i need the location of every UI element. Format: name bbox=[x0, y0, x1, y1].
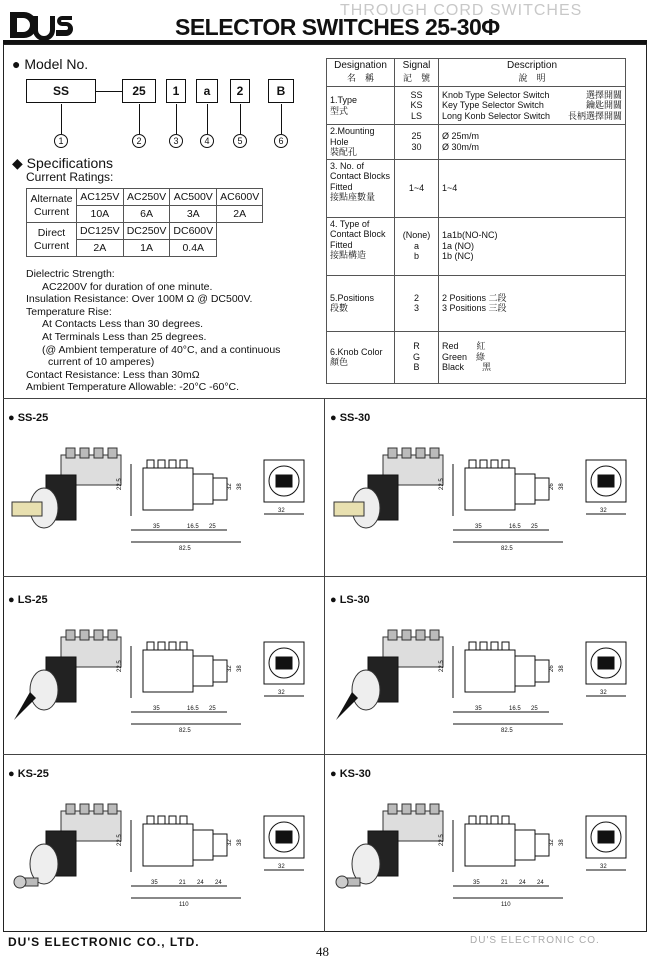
side-terminal bbox=[480, 460, 487, 468]
key-head bbox=[336, 876, 348, 888]
rating-value: 2A bbox=[217, 206, 263, 223]
terminal-screw bbox=[108, 630, 117, 640]
side-bushing-outline bbox=[515, 474, 535, 504]
designation-header: Designation 名 稱 bbox=[327, 59, 395, 87]
key-head bbox=[14, 876, 26, 888]
terminal-screw bbox=[430, 448, 439, 458]
knob bbox=[334, 502, 364, 516]
ls-25-drawing bbox=[6, 612, 324, 790]
dimension-label-total: 82.5 bbox=[501, 728, 513, 734]
panel-title-ss-25: ● SS-25 bbox=[8, 412, 49, 424]
dimension-label: 25 bbox=[209, 706, 216, 712]
dimension-label: 16.5 bbox=[509, 706, 521, 712]
dimension-label: 25 bbox=[531, 706, 538, 712]
rating-value: 0.4A bbox=[170, 240, 217, 257]
side-terminal bbox=[491, 460, 498, 468]
side-bushing-outline bbox=[515, 656, 535, 686]
dimension-label-vertical: 22.5 bbox=[117, 478, 123, 490]
dimension-label-vertical: 32 bbox=[227, 483, 233, 490]
spec-line: (@ Ambient temperature of 40°C, and a continuous bbox=[42, 343, 281, 356]
spec-line: Temperature Rise: bbox=[26, 305, 112, 318]
terminal-screw bbox=[416, 448, 425, 458]
terminal-screw bbox=[388, 804, 397, 814]
model-code-contacts: 1 bbox=[166, 79, 186, 103]
side-terminal bbox=[469, 642, 476, 650]
side-bushing-outline bbox=[193, 474, 213, 504]
dimension-label: 21 bbox=[501, 880, 508, 886]
side-knob-outline bbox=[213, 660, 227, 682]
side-terminal bbox=[169, 460, 176, 468]
switch-photo bbox=[12, 448, 121, 528]
terminal-screw bbox=[108, 448, 117, 458]
footer-ghost-text: DU'S ELECTRONIC CO. bbox=[470, 935, 600, 946]
terminal-screw bbox=[388, 448, 397, 458]
model-index-1: 1 bbox=[54, 134, 68, 148]
model-index-4: 4 bbox=[200, 134, 214, 148]
long-knob bbox=[336, 692, 358, 720]
side-terminal bbox=[169, 816, 176, 824]
end-view-knob bbox=[598, 657, 614, 669]
dimension-label-vertical: 38 bbox=[237, 839, 243, 846]
dimension-label-vertical: 22.5 bbox=[117, 834, 123, 846]
side-terminal bbox=[180, 460, 187, 468]
rating-value: 3A bbox=[170, 206, 217, 223]
terminal-screw bbox=[80, 448, 89, 458]
terminal-screw bbox=[402, 630, 411, 640]
terminal-screw bbox=[416, 630, 425, 640]
model-code-positions: 2 bbox=[230, 79, 250, 103]
side-body-outline bbox=[143, 824, 193, 866]
end-view-knob bbox=[276, 475, 292, 487]
dimension-label: 35 bbox=[473, 880, 480, 886]
model-code-color: B bbox=[268, 79, 294, 103]
switch-photo bbox=[14, 630, 121, 720]
specification-text bbox=[26, 268, 280, 394]
dimension-label: 35 bbox=[475, 524, 482, 530]
panel-divider bbox=[324, 398, 325, 932]
side-knob-outline bbox=[535, 660, 549, 682]
side-terminal bbox=[502, 642, 509, 650]
dimension-label: 16.5 bbox=[187, 706, 199, 712]
switch-photo bbox=[334, 448, 443, 528]
dimension-label-end: 32 bbox=[278, 690, 285, 696]
side-knob-outline bbox=[535, 834, 549, 856]
rating-header: AC250V bbox=[123, 189, 170, 206]
long-knob bbox=[14, 692, 36, 720]
ss-25-drawing bbox=[6, 430, 324, 608]
terminal-screw bbox=[416, 804, 425, 814]
side-knob-outline bbox=[213, 834, 227, 856]
model-leader bbox=[139, 104, 140, 134]
signal-mounting: 25 30 bbox=[395, 125, 439, 160]
dimension-label-vertical: 26 bbox=[549, 665, 555, 672]
model-index-6: 6 bbox=[274, 134, 288, 148]
dimension-label: 21 bbox=[179, 880, 186, 886]
dimension-label: 24 bbox=[519, 880, 526, 886]
panel-divider bbox=[3, 398, 647, 399]
terminal-screw bbox=[80, 804, 89, 814]
dimension-label: 35 bbox=[153, 524, 160, 530]
dimension-label-end: 32 bbox=[278, 508, 285, 514]
panel-title-ls-25: ● LS-25 bbox=[8, 594, 48, 606]
description-type: Knob Type Selector Switch 選擇開關 Key Type Selector Switch 鑰匙開關 Long Konb Selector Switch 長柄選擇開關 bbox=[439, 87, 626, 125]
switch-photo bbox=[336, 630, 443, 720]
model-dash bbox=[96, 91, 122, 92]
knob bbox=[12, 502, 42, 516]
side-knob-outline bbox=[213, 478, 227, 500]
rating-value: 10A bbox=[77, 206, 124, 223]
spec-line: Dielectric Strength: bbox=[26, 268, 115, 280]
ghost-background-text: THROUGH CORD SWITCHES bbox=[340, 2, 583, 19]
model-index-5: 5 bbox=[233, 134, 247, 148]
signal-positions: 2 3 bbox=[395, 275, 439, 331]
page-number: 48 bbox=[316, 944, 329, 959]
signal-knob-color: R G B bbox=[395, 331, 439, 383]
side-body-outline bbox=[465, 824, 515, 866]
dimension-label-vertical: 38 bbox=[559, 839, 565, 846]
side-terminal bbox=[180, 642, 187, 650]
rating-header: AC500V bbox=[170, 189, 217, 206]
side-terminal bbox=[469, 816, 476, 824]
signal-contacts: 1~4 bbox=[395, 159, 439, 217]
dimension-label: 16.5 bbox=[187, 524, 199, 530]
end-view-knob bbox=[276, 831, 292, 843]
terminal-screw bbox=[66, 448, 75, 458]
model-leader bbox=[207, 104, 208, 134]
description-knob-color: Red 紅 Green 綠 Black 黑 bbox=[439, 331, 626, 383]
rating-header: AC125V bbox=[77, 189, 124, 206]
designation-knob-color: 6.Knob Color 顏色 bbox=[327, 331, 395, 383]
switch-photo bbox=[336, 804, 443, 888]
bezel-ring bbox=[352, 670, 380, 710]
model-leader bbox=[240, 104, 241, 134]
dimension-label-total: 110 bbox=[179, 902, 189, 908]
dimension-label-vertical: 22.5 bbox=[117, 660, 123, 672]
rating-header: AC600V bbox=[217, 189, 263, 206]
current-ratings-label: Current Ratings: bbox=[26, 170, 114, 184]
model-index-2: 2 bbox=[132, 134, 146, 148]
dimension-label-end: 32 bbox=[600, 864, 607, 870]
dimension-label-vertical: 22.5 bbox=[439, 660, 445, 672]
dimension-label-total: 82.5 bbox=[179, 546, 191, 552]
panel-title-ls-30: ● LS-30 bbox=[330, 594, 370, 606]
side-terminal bbox=[169, 642, 176, 650]
side-bushing-outline bbox=[193, 830, 213, 860]
ss-30-drawing bbox=[328, 430, 646, 608]
description-contact-type: 1a1b(NO-NC) 1a (NO) 1b (NC) bbox=[439, 217, 626, 275]
dimension-label-vertical: 22.5 bbox=[439, 834, 445, 846]
model-code-contact-type: a bbox=[196, 79, 218, 103]
footer-company-name: DU'S ELECTRONIC CO., LTD. bbox=[8, 935, 200, 949]
description-contacts: 1~4 bbox=[439, 159, 626, 217]
spec-line: At Contacts Less than 30 degrees. bbox=[42, 318, 204, 331]
side-body-outline bbox=[143, 468, 193, 510]
terminal-screw bbox=[94, 448, 103, 458]
designation-type: 1.Type 型式 bbox=[327, 87, 395, 125]
side-terminal bbox=[502, 460, 509, 468]
dimension-label: 24 bbox=[197, 880, 204, 886]
dimension-label-vertical: 38 bbox=[559, 483, 565, 490]
designation-contacts: 3. No. of Contact Blocks Fitted 接點座數量 bbox=[327, 159, 395, 217]
direct-current-label: Direct Current bbox=[27, 223, 77, 257]
side-terminal bbox=[180, 816, 187, 824]
side-terminal bbox=[158, 460, 165, 468]
side-terminal bbox=[491, 642, 498, 650]
spec-line: Ambient Temperature Allowable: -20°C -60°C. bbox=[26, 381, 240, 394]
alternate-current-label: Alternate Current bbox=[27, 189, 77, 223]
company-logo bbox=[8, 8, 76, 42]
spec-line: Contact Resistance: Less than 30mΩ bbox=[26, 368, 200, 381]
dimension-label-end: 32 bbox=[278, 864, 285, 870]
side-terminal bbox=[158, 642, 165, 650]
terminal-screw bbox=[430, 804, 439, 814]
terminal-screw bbox=[402, 448, 411, 458]
current-ratings-table bbox=[26, 188, 263, 257]
spec-line: AC2200V for duration of one minute. bbox=[42, 280, 213, 293]
side-terminal bbox=[147, 460, 154, 468]
dimension-label-vertical: 32 bbox=[227, 839, 233, 846]
description-header: Description 說 明 bbox=[439, 59, 626, 87]
ls-30-drawing bbox=[328, 612, 646, 790]
spec-line: At Terminals Less than 25 degrees. bbox=[42, 330, 207, 343]
dimension-label-vertical: 32 bbox=[227, 665, 233, 672]
dimension-label: 24 bbox=[537, 880, 544, 886]
dimension-label: 35 bbox=[153, 706, 160, 712]
dimension-label: 25 bbox=[209, 524, 216, 530]
logo-text: DuS bbox=[8, 8, 10, 9]
description-mounting: Ø 25m/m Ø 30m/m bbox=[439, 125, 626, 160]
dimension-label-total: 82.5 bbox=[179, 728, 191, 734]
switch-photo bbox=[14, 804, 121, 888]
spec-line: Insulation Resistance: Over 100M Ω @ DC500V. bbox=[26, 293, 253, 306]
dimension-label: 25 bbox=[531, 524, 538, 530]
terminal-screw bbox=[402, 804, 411, 814]
dimension-label-end: 32 bbox=[600, 508, 607, 514]
dimension-label-total: 82.5 bbox=[501, 546, 513, 552]
rating-header: DC600V bbox=[170, 223, 217, 240]
description-positions: 2 Positions 二段 3 Positions 三段 bbox=[439, 275, 626, 331]
dimension-label: 35 bbox=[475, 706, 482, 712]
terminal-screw bbox=[388, 630, 397, 640]
rating-value: 1A bbox=[123, 240, 170, 257]
side-terminal bbox=[147, 816, 154, 824]
signal-type: SS KS LS bbox=[395, 87, 439, 125]
model-leader bbox=[61, 104, 62, 134]
dimension-label: 16.5 bbox=[509, 524, 521, 530]
end-view-knob bbox=[276, 657, 292, 669]
dimension-label-vertical: 22.5 bbox=[439, 478, 445, 490]
dimension-label-vertical: 26 bbox=[549, 483, 555, 490]
side-terminal bbox=[491, 816, 498, 824]
specifications-heading: ◆ Specifications bbox=[12, 155, 114, 171]
side-bushing-outline bbox=[193, 656, 213, 686]
side-terminal bbox=[469, 460, 476, 468]
signal-contact-type: (None) a b bbox=[395, 217, 439, 275]
side-knob-outline bbox=[535, 478, 549, 500]
side-body-outline bbox=[143, 650, 193, 692]
terminal-screw bbox=[430, 630, 439, 640]
side-terminal bbox=[480, 642, 487, 650]
terminal-screw bbox=[66, 804, 75, 814]
rating-value: 6A bbox=[123, 206, 170, 223]
dimension-label-vertical: 32 bbox=[549, 839, 555, 846]
spec-line: current of 10 amperes) bbox=[48, 356, 155, 369]
page-title: SELECTOR SWITCHES 25-30Φ bbox=[175, 14, 500, 40]
rating-header: DC250V bbox=[123, 223, 170, 240]
end-view-knob bbox=[598, 831, 614, 843]
dimension-label-vertical: 38 bbox=[237, 483, 243, 490]
dimension-label-total: 110 bbox=[501, 902, 511, 908]
terminal-screw bbox=[66, 630, 75, 640]
side-body-outline bbox=[465, 468, 515, 510]
signal-header: Signal 記 號 bbox=[395, 59, 439, 87]
side-bushing-outline bbox=[515, 830, 535, 860]
terminal-screw bbox=[94, 630, 103, 640]
panel-title-ks-25: ● KS-25 bbox=[8, 768, 49, 780]
end-view-knob bbox=[598, 475, 614, 487]
rating-value: 2A bbox=[77, 240, 124, 257]
rating-header: DC125V bbox=[77, 223, 124, 240]
dimension-label-vertical: 38 bbox=[559, 665, 565, 672]
model-leader bbox=[176, 104, 177, 134]
designation-mounting: 2.Mounting Hole 裝配孔 bbox=[327, 125, 395, 160]
designation-positions: 5.Positions 段數 bbox=[327, 275, 395, 331]
model-heading: ● Model No. bbox=[12, 56, 89, 72]
bezel-ring bbox=[30, 670, 58, 710]
side-body-outline bbox=[465, 650, 515, 692]
side-terminal bbox=[158, 816, 165, 824]
dimension-label: 35 bbox=[151, 880, 158, 886]
model-leader bbox=[281, 104, 282, 134]
model-index-3: 3 bbox=[169, 134, 183, 148]
terminal-screw bbox=[80, 630, 89, 640]
dimension-label-end: 32 bbox=[600, 690, 607, 696]
dimension-label-vertical: 38 bbox=[237, 665, 243, 672]
panel-title-ss-30: ● SS-30 bbox=[330, 412, 371, 424]
designation-contact-type: 4. Type of Contact Block Fitted 接點構造 bbox=[327, 217, 395, 275]
dimension-label: 24 bbox=[215, 880, 222, 886]
model-code-type: SS bbox=[26, 79, 96, 103]
side-terminal bbox=[502, 816, 509, 824]
model-code-mounting: 25 bbox=[122, 79, 156, 103]
side-terminal bbox=[480, 816, 487, 824]
side-terminal bbox=[147, 642, 154, 650]
panel-title-ks-30: ● KS-30 bbox=[330, 768, 371, 780]
terminal-screw bbox=[108, 804, 117, 814]
designation-table bbox=[326, 58, 626, 384]
terminal-screw bbox=[94, 804, 103, 814]
